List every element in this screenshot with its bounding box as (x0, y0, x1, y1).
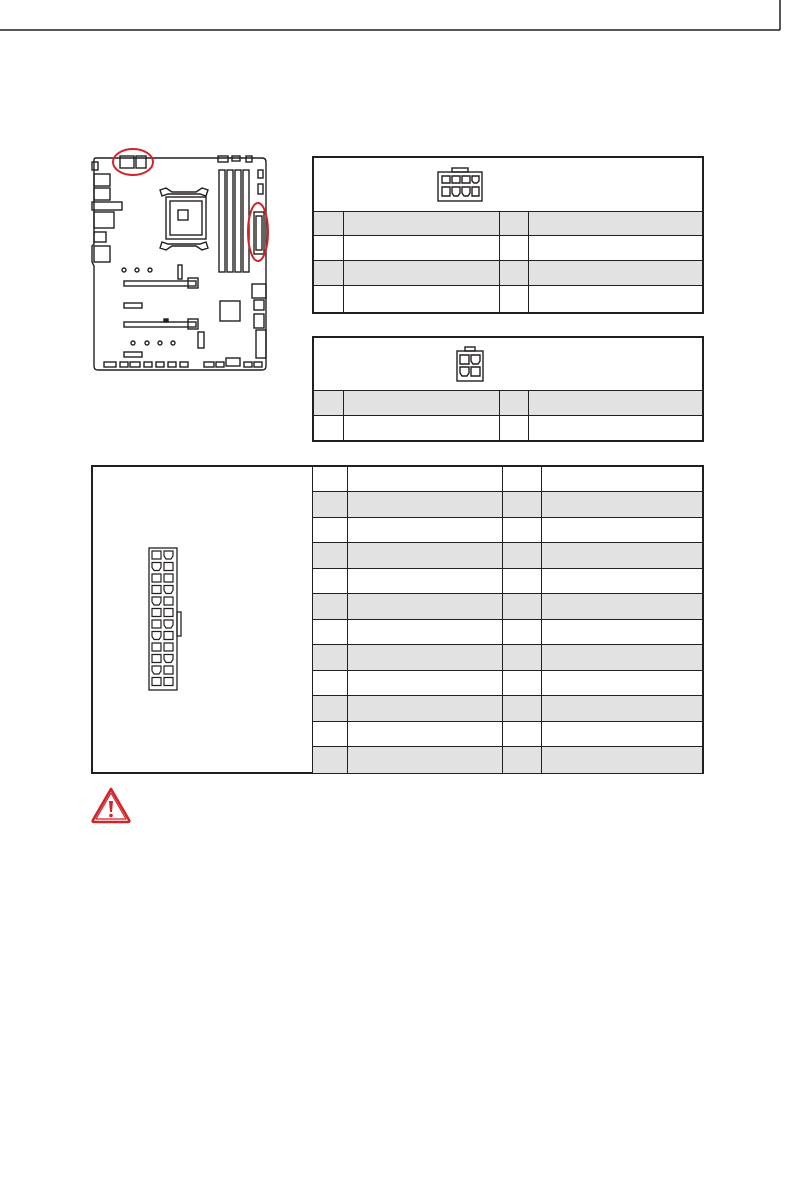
warning-icon (90, 786, 132, 824)
motherboard-diagram (78, 143, 278, 375)
pin-cell (152, 632, 161, 640)
atx-24pin-pin-grid (313, 466, 702, 773)
cpu-4pin-pin-grid (314, 390, 702, 441)
pin-cell (164, 586, 173, 594)
24-pin-connector-icon (145, 545, 185, 693)
pin-cell (152, 620, 161, 628)
pin-cell (152, 678, 161, 686)
pin-cell (152, 643, 161, 651)
pin-cell (164, 620, 173, 628)
pin-cell (164, 666, 173, 674)
8-pin-connector-icon (432, 166, 488, 206)
pin-cell (152, 586, 161, 594)
pin-cell (164, 678, 173, 686)
pin-cell (164, 551, 173, 559)
pin-cell (164, 597, 173, 605)
pin-cell (152, 563, 161, 571)
pin-cell (152, 609, 161, 617)
pin-cell (152, 551, 161, 559)
cpu-8pin-pin-grid (314, 211, 702, 312)
pin-cell (152, 574, 161, 582)
pin-cell (152, 655, 161, 663)
cpu-8pin-power-table (312, 156, 704, 314)
pin-cell (164, 574, 173, 582)
pin-cell (164, 609, 173, 617)
pin-cell (164, 643, 173, 651)
pin-cell (164, 563, 173, 571)
highlight-cpu-power (113, 149, 153, 175)
pin-cell (152, 666, 161, 674)
page-edge-line (0, 0, 794, 40)
pin-cell (152, 597, 161, 605)
4-pin-connector-icon (454, 344, 486, 384)
atx-24pin-power-table (91, 465, 704, 774)
cpu-4pin-power-table (312, 336, 704, 442)
pin-cell (164, 632, 173, 640)
pin-cell (164, 655, 173, 663)
